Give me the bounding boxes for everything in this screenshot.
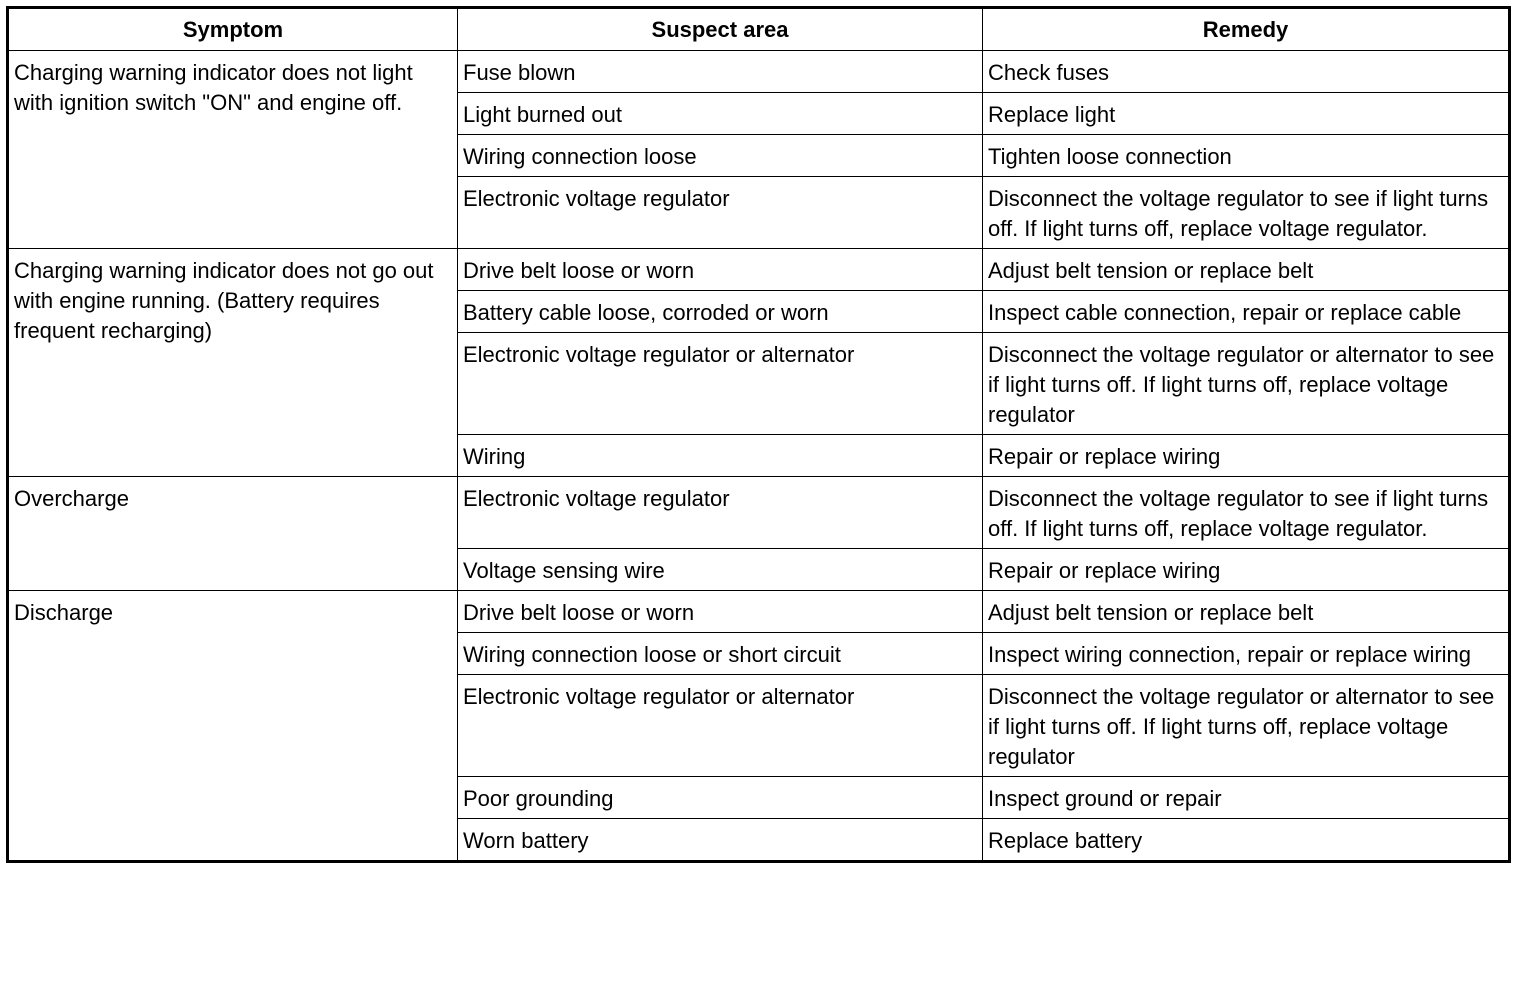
suspect-cell: Electronic voltage regulator [458,177,983,249]
suspect-cell: Voltage sensing wire [458,549,983,591]
symptom-cell: Charging warning indicator does not light with ignition switch "ON" and engine off. [8,51,458,249]
remedy-cell: Replace light [983,93,1510,135]
symptom-cell: Discharge [8,591,458,862]
remedy-cell: Inspect wiring connection, repair or replace wiring [983,633,1510,675]
header-row [8,8,1510,51]
suspect-cell: Drive belt loose or worn [458,591,983,633]
remedy-cell: Tighten loose connection [983,135,1510,177]
suspect-cell: Drive belt loose or worn [458,249,983,291]
table-row [8,51,1510,93]
suspect-cell: Poor grounding [458,777,983,819]
table-header [8,8,1510,51]
table-row [8,591,1510,633]
remedy-cell: Adjust belt tension or replace belt [983,591,1510,633]
header-remedy: Remedy [983,8,1510,51]
remedy-cell: Repair or replace wiring [983,549,1510,591]
remedy-cell: Repair or replace wiring [983,435,1510,477]
header-symptom: Symptom [8,8,458,51]
remedy-cell: Inspect ground or repair [983,777,1510,819]
suspect-cell: Electronic voltage regulator or alternator [458,675,983,777]
suspect-cell: Battery cable loose, corroded or worn [458,291,983,333]
suspect-cell: Wiring connection loose [458,135,983,177]
remedy-cell: Disconnect the voltage regulator or alternator to see if light turns off. If light turns off, replace voltage regulator [983,675,1510,777]
suspect-cell: Wiring [458,435,983,477]
remedy-cell: Adjust belt tension or replace belt [983,249,1510,291]
table-row [8,477,1510,549]
suspect-cell: Fuse blown [458,51,983,93]
remedy-cell: Disconnect the voltage regulator or alternator to see if light turns off. If light turns off, replace voltage regulator [983,333,1510,435]
suspect-cell: Electronic voltage regulator [458,477,983,549]
header-suspect-area: Suspect area [458,8,983,51]
remedy-cell: Check fuses [983,51,1510,93]
table-body [8,51,1510,862]
suspect-cell: Light burned out [458,93,983,135]
symptom-cell: Charging warning indicator does not go out with engine running. (Battery requires frequent recharging) [8,249,458,477]
suspect-cell: Worn battery [458,819,983,862]
suspect-cell: Electronic voltage regulator or alternator [458,333,983,435]
troubleshooting-table [6,6,1511,863]
symptom-cell: Overcharge [8,477,458,591]
suspect-cell: Wiring connection loose or short circuit [458,633,983,675]
remedy-cell: Inspect cable connection, repair or replace cable [983,291,1510,333]
remedy-cell: Disconnect the voltage regulator to see if light turns off. If light turns off, replace voltage regulator. [983,477,1510,549]
table-row [8,249,1510,291]
remedy-cell: Disconnect the voltage regulator to see if light turns off. If light turns off, replace voltage regulator. [983,177,1510,249]
remedy-cell: Replace battery [983,819,1510,862]
troubleshooting-table-wrapper [6,6,1511,863]
